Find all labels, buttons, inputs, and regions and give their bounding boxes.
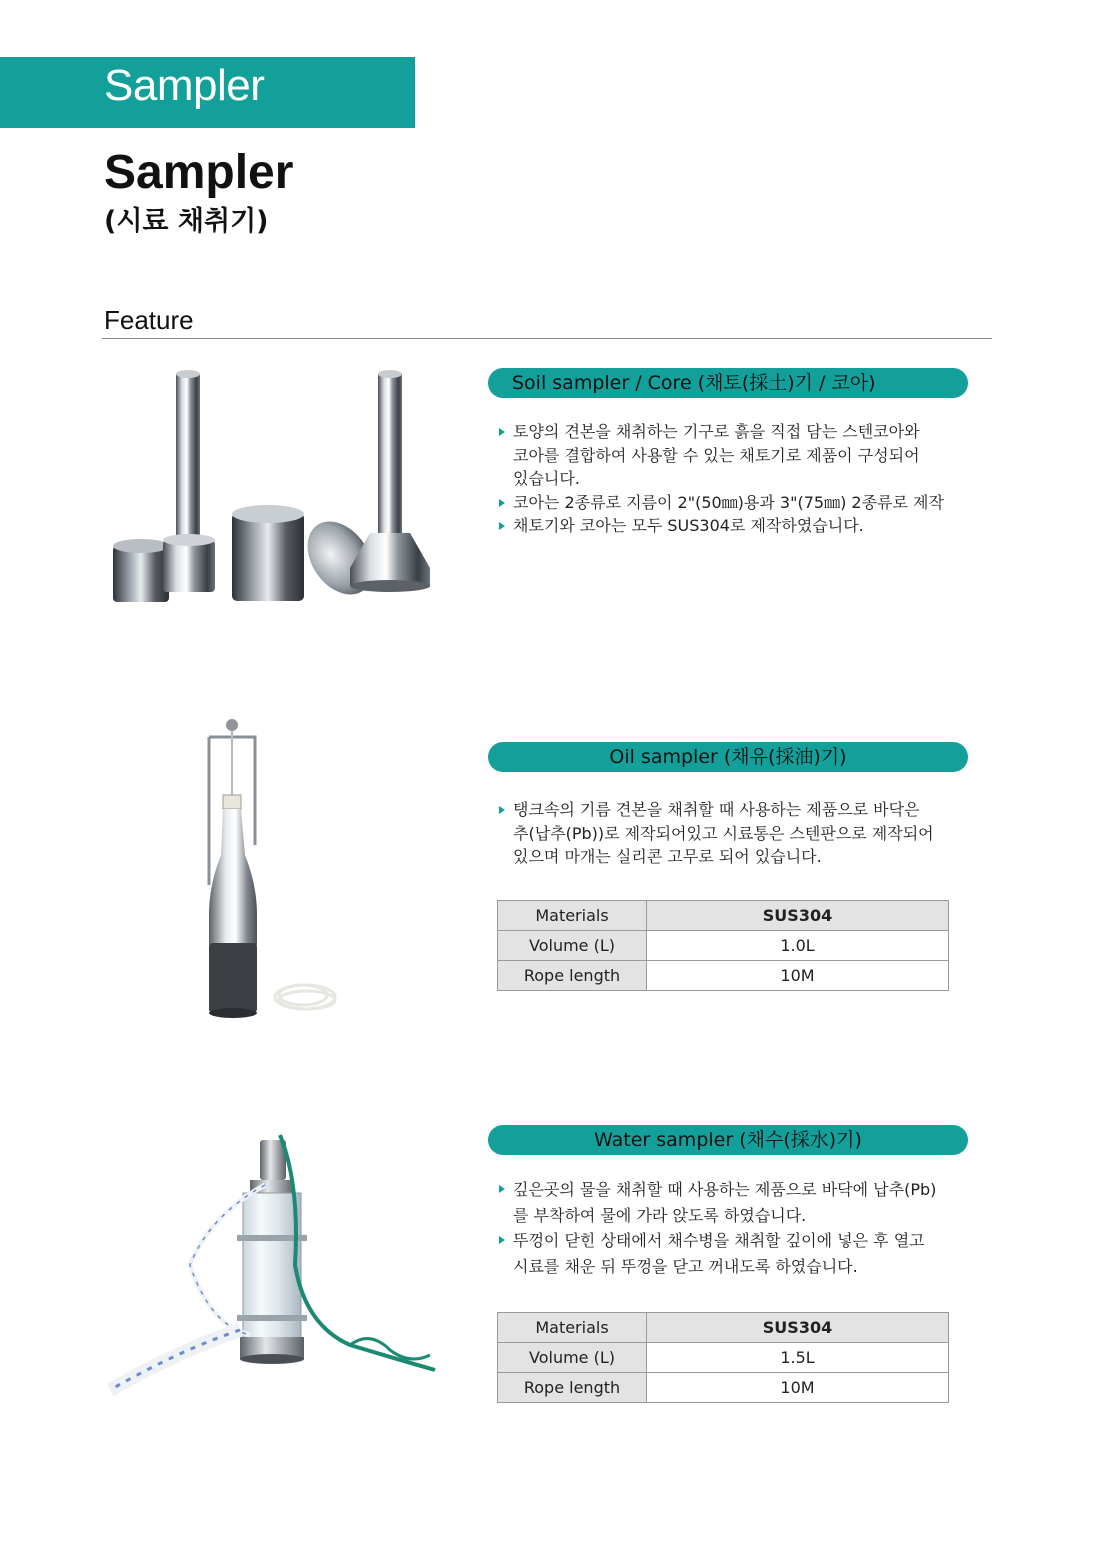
spec-key: Volume (L) [498, 931, 647, 961]
bullet-item [497, 420, 967, 444]
table-row [498, 901, 949, 931]
bullet-text: 뚜껑이 닫힌 상태에서 채수병을 채취할 깊이에 넣은 후 열고 [513, 1231, 925, 1250]
bullet-text: 깊은곳의 물을 채취할 때 사용하는 제품으로 바닥에 납추(Pb) [513, 1180, 937, 1199]
spec-key: Volume (L) [498, 1343, 647, 1373]
bullet-item [497, 1177, 967, 1203]
soil-sampler-description [497, 420, 967, 538]
bullet-text: 있습니다. [513, 469, 580, 488]
table-row [498, 1343, 949, 1373]
bullet-arrow-icon [499, 1236, 505, 1244]
soil-sampler-photo [108, 368, 438, 613]
bullet-item [497, 798, 967, 822]
spec-key: Materials [498, 901, 647, 931]
spec-value: SUS304 [647, 1313, 949, 1343]
bullet-arrow-icon [499, 522, 505, 530]
page-title: Sampler [104, 146, 294, 199]
section-banner [0, 57, 415, 128]
table-row [498, 1373, 949, 1403]
bullet-continuation [497, 467, 967, 491]
bullet-text: 시료를 채운 뒤 뚜껑을 닫고 꺼내도록 하였습니다. [513, 1256, 858, 1276]
page-subtitle: (시료 채취기) [104, 206, 269, 237]
table-row [498, 931, 949, 961]
bullet-text: 추(납추(Pb))로 제작되어있고 시료통은 스텐판으로 제작되어 [513, 823, 934, 843]
oil-sampler-heading: Oil sampler (채유(採油)기) [488, 742, 968, 772]
bullet-continuation [497, 822, 967, 846]
bullet-item [497, 1228, 967, 1254]
spec-value: 1.5L [647, 1343, 949, 1373]
bullet-text: 코아는 2종류로 지름이 2"(50㎜)용과 3"(75㎜) 2종류로 제작 [513, 492, 944, 512]
bullet-arrow-icon [499, 499, 505, 507]
bullet-arrow-icon [499, 428, 505, 436]
spec-key: Materials [498, 1313, 647, 1343]
table-row [498, 961, 949, 991]
spec-value: 10M [647, 961, 949, 991]
bullet-arrow-icon [499, 1185, 505, 1193]
bullet-text: 토양의 견본을 채취하는 기구로 흙을 직접 담는 스텐코아와 [513, 422, 920, 441]
bullet-continuation [497, 845, 967, 869]
feature-heading: Feature [104, 305, 194, 335]
soil-sampler-heading: Soil sampler / Core (채토(採土)기 / 코아) [488, 368, 968, 398]
oil-sampler-spec-table [497, 900, 949, 991]
spec-value: 10M [647, 1373, 949, 1403]
bullet-continuation [497, 444, 967, 468]
table-row [498, 1313, 949, 1343]
feature-divider [102, 338, 992, 339]
bullet-item [497, 491, 967, 515]
water-sampler-spec-table [497, 1312, 949, 1403]
water-sampler-photo [100, 1125, 445, 1405]
spec-key: Rope length [498, 1373, 647, 1403]
oil-sampler-description [497, 798, 967, 869]
oil-sampler-photo [195, 715, 345, 1020]
bullet-continuation [497, 1203, 967, 1229]
bullet-text: 채토기와 코아는 모두 SUS304로 제작하였습니다. [513, 516, 864, 535]
bullet-text: 있으며 마개는 실리콘 고무로 되어 있습니다. [513, 847, 822, 866]
banner-label: Sampler [104, 61, 265, 110]
bullet-text: 코아를 결합하여 사용할 수 있는 채토기로 제품이 구성되어 [513, 445, 920, 465]
water-sampler-heading: Water sampler (채수(採水)기) [488, 1125, 968, 1155]
bullet-text: 탱크속의 기름 견본을 채취할 때 사용하는 제품으로 바닥은 [513, 800, 920, 819]
spec-key: Rope length [498, 961, 647, 991]
bullet-item [497, 514, 967, 538]
spec-value: 1.0L [647, 931, 949, 961]
bullet-arrow-icon [499, 806, 505, 814]
bullet-continuation [497, 1254, 967, 1280]
bullet-text: 를 부착하여 물에 가라 앉도록 하였습니다. [513, 1205, 807, 1225]
water-sampler-description [497, 1177, 967, 1279]
spec-value: SUS304 [647, 901, 949, 931]
